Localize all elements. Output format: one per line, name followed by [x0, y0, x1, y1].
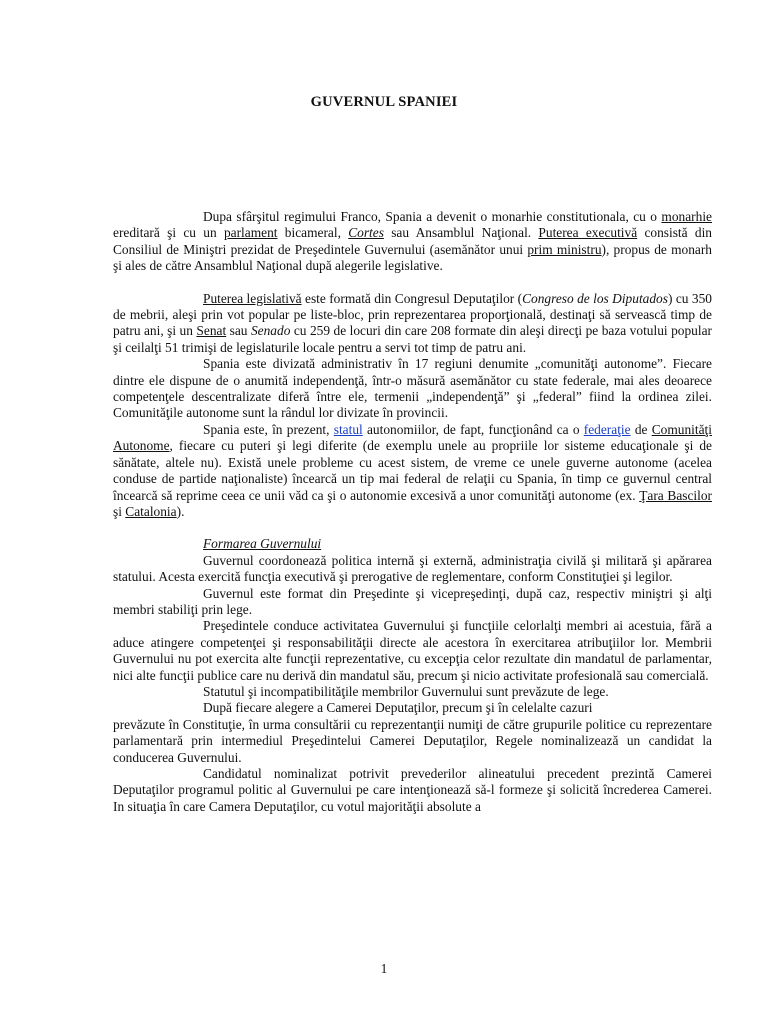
page-number: 1: [380, 961, 388, 976]
text-run: Dupa sfârşitul regimului Franco, Spania a devenit o monarhie constitutionala, cu o: [203, 209, 662, 224]
text-run: sau: [226, 323, 251, 339]
text-run: este formată din Congresul Deputaţilor (: [301, 290, 523, 306]
link-cortes[interactable]: Cortes: [348, 225, 384, 241]
text-run: Spania este, în prezent,: [203, 421, 334, 437]
paragraph-candidate: Candidatul nominalizat potrivit prevederilor alineatului precedent prezintă Camerei Deputaţilor programul politic al Guvernului pe care intenţionează să-l formeze şi solicită încrederea Camerei. In situaţia în care Camera Deputaţilor, cu votul majorităţii absolute a: [113, 766, 712, 814]
link-puterea-legislativa[interactable]: Puterea legislativă: [203, 290, 302, 306]
paragraph-legislative: [113, 291, 712, 357]
italic-senado: Senado: [250, 323, 291, 339]
text-run: bicameral,: [277, 225, 349, 241]
paragraph-coordination: Guvernul coordonează politica internă şi externă, administraţia civilă şi militară şi apărarea statului. Acesta exercită funcţia executivă şi prerogative de reglementare, conform Constituţiei şi legilor.: [113, 552, 712, 585]
italic-congreso: Congreso de los Diputados: [522, 290, 668, 306]
text-run: şi: [113, 503, 126, 519]
text-run: cu 259 de locuri din care 208 formate din aleşi direcţi pe baza votului popular şi ceilalţi 51 trimişi de legislaturile locale pentru a servi tot timp de patru ani.: [113, 323, 712, 355]
link-statul[interactable]: statul: [333, 421, 363, 437]
section-heading-text: Formarea Guvernului: [203, 536, 322, 552]
link-monarhie[interactable]: monarhie: [661, 209, 712, 224]
document-body: [113, 209, 712, 815]
paragraph-statute: Statutul şi incompatibilităţile membrilor Guvernului sunt prevăzute de lege.: [203, 683, 609, 699]
text-run: ).: [176, 503, 185, 519]
link-puterea-executiva[interactable]: Puterea executivă: [538, 225, 638, 241]
text-run: sau Ansamblul Naţional.: [383, 225, 539, 241]
paragraph-president: Preşedintele conduce activitatea Guvernului şi funcţiile celorlalţi membri ai acestuia, fără a aduce atingere competenţei şi responsabilităţii directe ale acestora în exercitarea atribuţiilor lor. Membrii Guvernului nu pot exercita alte funcţii reprezentative, cu excepţia celor rezultate din mandatul de parlamentar, nici alte funcţii publice care nu derivă din mandatul său, precum şi nicio activitate profesională sau comercială.: [113, 618, 712, 683]
paragraph-elections-cont: prevăzute în Constituţie, în urma consultării cu reprezentanţii numiţi de către grupurile politice cu reprezentare parlamentară prin intermediul Preşedintelui Camerei Deputaţilor, Regele nominalizează un candidat la conducerea Guvernului.: [113, 716, 712, 765]
text-run: autonomiilor, de fapt, funcţionând ca o: [362, 421, 584, 437]
link-federatie[interactable]: federaţie: [583, 421, 631, 437]
link-senat[interactable]: Senat: [196, 323, 227, 339]
paragraph-intro: [113, 209, 712, 275]
text-run: de: [630, 421, 652, 437]
text-run: ), propus de monarh şi ales de către Ansamblul Naţional după alegerile legislative.: [113, 241, 712, 274]
spacer: [113, 275, 712, 291]
paragraph-autonomies: [113, 422, 712, 520]
text-run: ) cu 350 de mebrii, aleşi prin vot popular pe liste-bloc, prin reprezentarea proporţională, destinaţi să servească timp de patru ani, şi un: [113, 290, 712, 339]
link-tara-bascilor[interactable]: Ţara Bascilor: [639, 487, 713, 503]
text-run: consistă din Consiliul de Miniştri prezidat de Preşedintele Guvernului (asemănător unui: [113, 225, 712, 257]
page-title: GUVERNUL SPANIEI: [310, 94, 458, 110]
paragraph-composition: Guvernul este format din Preşedinte şi vicepreşedinţi, după caz, respectiv miniştri şi alţi membri stabiliţi prin lege.: [113, 585, 712, 617]
section-heading: [113, 536, 712, 552]
spacer: [113, 520, 712, 536]
link-comunitati-autonome[interactable]: Comunităţi Autonome: [113, 421, 712, 454]
paragraph-regions: Spania este divizată administrativ în 17 regiuni denumite „comunităţi autonome”. Fiecare dintre ele dispune de o anumită independenţă, într-o măsură asemănător cu state federale, mai ales deoarece competenţele descentralizate diferă între ele, termenii „independenţă” şi „federal” fiind la ordinea zilei. Comunităţile autonome sunt la rândul lor divizate în provincii.: [113, 356, 712, 421]
link-parlament[interactable]: parlament: [223, 225, 278, 241]
paragraph-elections-start: După fiecare alegere a Camerei Deputaţilor, precum şi în celelalte cazuri: [203, 700, 593, 716]
text-run: ereditară şi cu un: [113, 225, 224, 241]
link-catalonia[interactable]: Catalonia: [125, 503, 177, 519]
link-prim-ministru[interactable]: prim ministru: [527, 241, 602, 257]
text-run: , fiecare cu puteri şi legi diferite (de exemplu unele au propriile lor sisteme educaţionale şi de sănătate, altele nu). Există unele probleme cu acest sistem, de vreme ce unele guverne autonome (acelea conduse de partide naţionaliste) încearcă un tip mai federal de relaţii cu Spania, în timp ce guvernul central încearcă să reprime ceea ce unii văd ca şi o autonomie excesivă a unor comunităţi autonome (ex.: [113, 438, 712, 503]
